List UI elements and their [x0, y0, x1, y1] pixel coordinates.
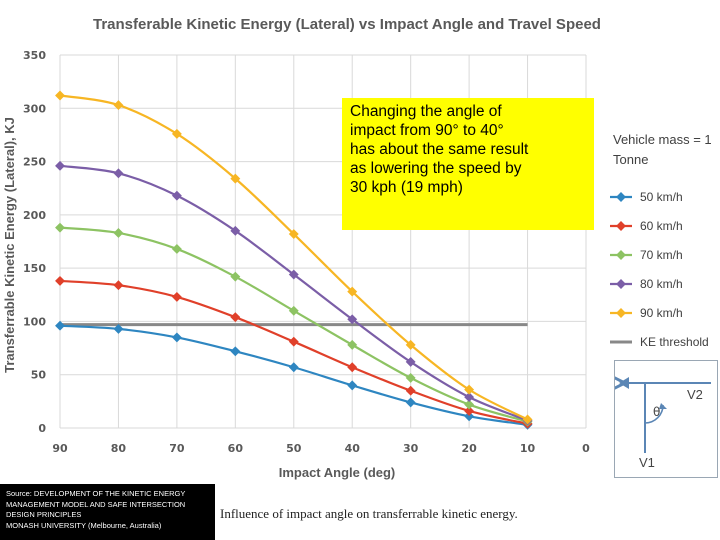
series-marker-0 [406, 397, 416, 407]
series-marker-1 [230, 312, 240, 322]
legend-label: 50 km/h [640, 190, 683, 204]
series-marker-0 [172, 332, 182, 342]
impact-diagram-drawing [615, 361, 717, 477]
series-marker-3 [113, 168, 123, 178]
legend-label: 90 km/h [640, 306, 683, 320]
legend-header-line-2: Tonne [613, 152, 649, 167]
y-tick-label: 300 [23, 102, 46, 116]
v2-arrowhead [619, 377, 629, 389]
series-marker-2 [172, 244, 182, 254]
series-marker-3 [55, 161, 65, 171]
x-axis-label: Impact Angle (deg) [278, 465, 396, 480]
chart-title: Transferable Kinetic Energy (Lateral) vs Impact Angle and Travel Speed [93, 16, 601, 33]
x-tick-label: 10 [519, 442, 536, 455]
source-box [0, 484, 215, 540]
annotation-line: as lowering the speed by [350, 160, 522, 177]
y-axis-label: Transferrable Kinetic Energy (Lateral), KJ [2, 117, 17, 373]
series-marker-1 [347, 362, 357, 372]
series-marker-2 [347, 340, 357, 350]
y-tick-label: 250 [23, 155, 46, 169]
x-tick-label: 70 [169, 442, 185, 455]
series-marker-1 [55, 276, 65, 286]
series-marker-0 [55, 321, 65, 331]
annotation-line: has about the same result [350, 141, 529, 158]
source-line: MANAGEMENT MODEL AND SAFE INTERSECTION [6, 499, 186, 509]
series-marker-1 [289, 337, 299, 347]
legend [610, 132, 712, 349]
x-tick-label: 90 [52, 442, 68, 455]
legend-label: 70 km/h [640, 248, 683, 262]
source-line: MONASH UNIVERSITY (Melbourne, Australia) [6, 520, 162, 530]
series-marker-2 [113, 228, 123, 238]
y-tick-label: 350 [23, 49, 46, 62]
series-marker-0 [347, 380, 357, 390]
series-marker-3 [172, 191, 182, 201]
x-tick-label: 20 [461, 442, 477, 455]
annotation-box [342, 98, 594, 230]
series-marker-1 [406, 386, 416, 396]
legend-marker [616, 279, 626, 289]
theta-label: θ [653, 405, 661, 419]
series-marker-0 [289, 362, 299, 372]
series-marker-4 [55, 91, 65, 101]
legend-label: 60 km/h [640, 219, 683, 233]
x-tick-label: 80 [110, 442, 127, 455]
x-tick-label: 50 [286, 442, 302, 455]
y-ticks [23, 49, 46, 435]
series-marker-2 [55, 223, 65, 233]
series-marker-2 [230, 272, 240, 282]
impact-diagram [614, 360, 718, 478]
source-line: DESIGN PRINCIPLES [6, 510, 82, 519]
y-tick-label: 100 [23, 315, 46, 329]
series-marker-1 [172, 292, 182, 302]
y-tick-label: 0 [38, 422, 46, 435]
x-tick-label: 40 [344, 442, 360, 455]
source-line: Source: DEVELOPMENT OF THE KINETIC ENERGY [6, 489, 186, 498]
legend-marker [616, 308, 626, 318]
annotation-line: impact from 90° to 40° [350, 122, 504, 139]
legend-marker [616, 250, 626, 260]
legend-label: KE threshold [640, 335, 709, 349]
x-ticks [52, 442, 590, 455]
v2-label: V2 [687, 387, 703, 402]
x-tick-label: 60 [227, 442, 243, 455]
series-marker-0 [230, 346, 240, 356]
legend-label: 80 km/h [640, 277, 683, 291]
legend-marker [616, 221, 626, 231]
legend-marker [616, 192, 626, 202]
x-tick-label: 0 [582, 442, 590, 455]
y-tick-label: 50 [30, 368, 46, 382]
v1-label: V1 [639, 455, 655, 470]
annotation-line: Changing the angle of [350, 103, 502, 120]
legend-header-line-1: Vehicle mass = 1 [613, 132, 712, 147]
x-tick-label: 30 [403, 442, 419, 455]
series-marker-1 [113, 280, 123, 290]
series-marker-2 [289, 306, 299, 316]
y-tick-label: 200 [23, 208, 46, 222]
figure-caption: Influence of impact angle on transferrable kinetic energy. [220, 506, 518, 521]
annotation-line: 30 kph (19 mph) [350, 179, 463, 196]
y-tick-label: 150 [23, 262, 46, 276]
